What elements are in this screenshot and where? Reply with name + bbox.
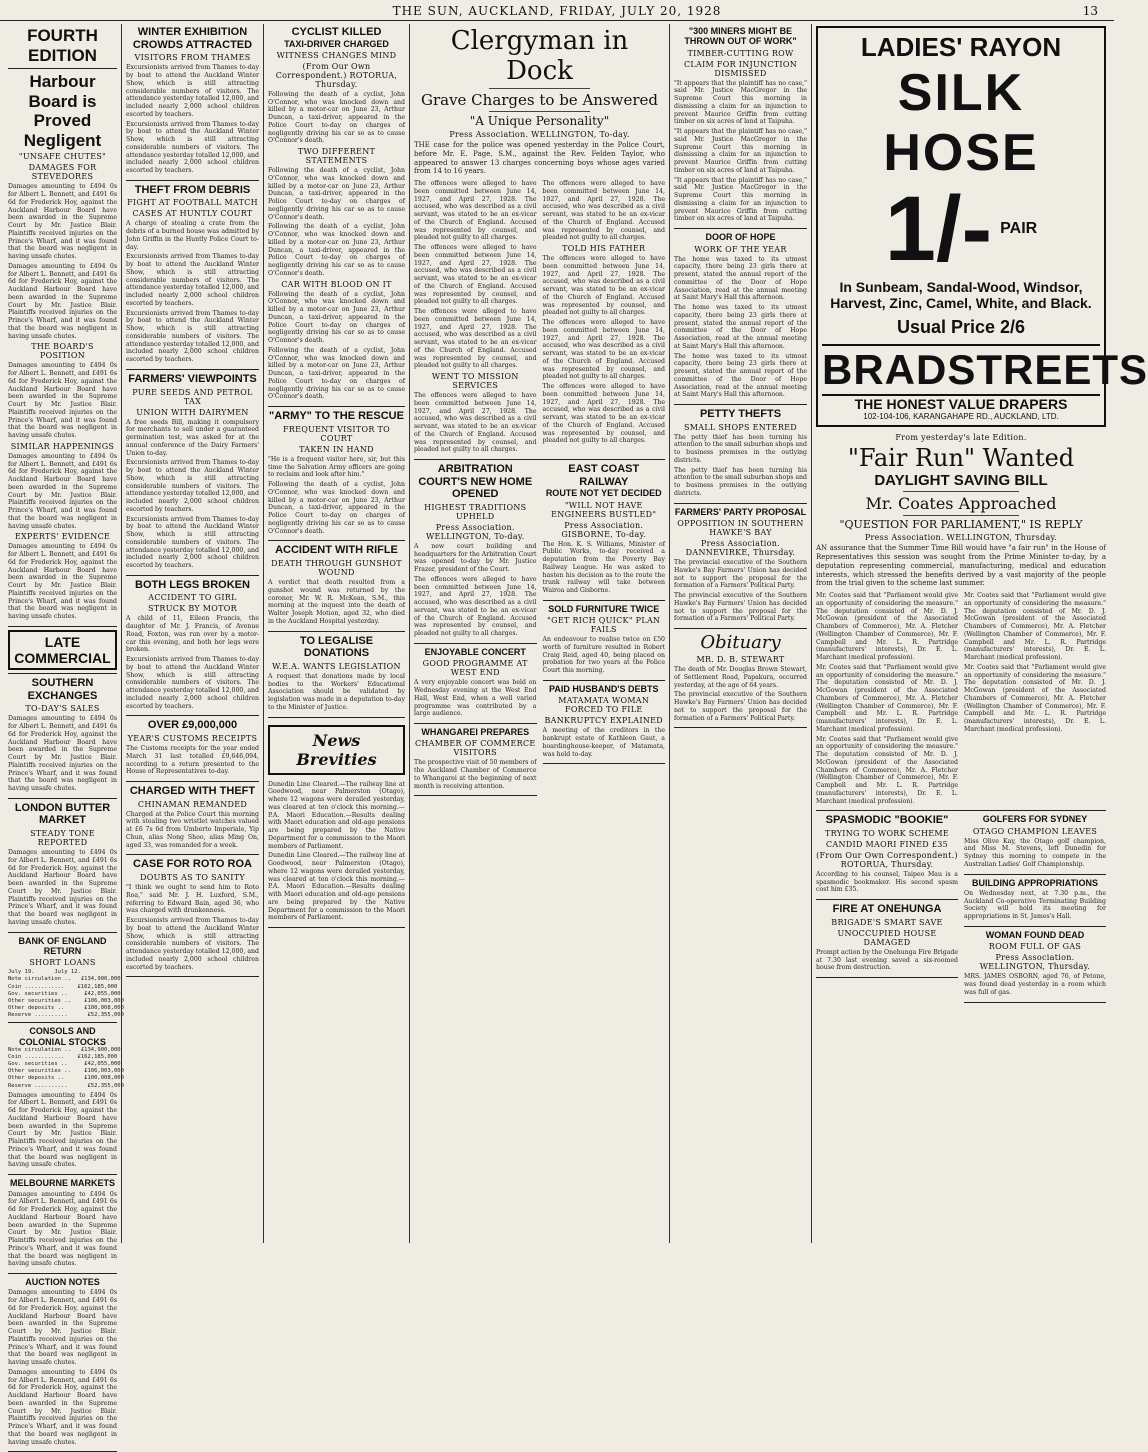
- headline: WINTER EXHIBITION: [137, 26, 248, 38]
- article-customs: [126, 719, 259, 782]
- article-body: A request that donations made by local bodies to the Workers' Educational Association should be validated by legislation was made in a deputation to-day to the Minister of Justice.: [268, 672, 405, 711]
- dateline: Press Association. WELLINGTON, To-day.: [425, 522, 525, 541]
- headline: GOLFERS FOR SYDNEY: [982, 814, 1088, 825]
- headline: News Brevities: [268, 725, 405, 775]
- headline: CASE FOR ROTO ROA: [133, 858, 252, 871]
- subhead: CANDID MAORI FINED £35: [825, 839, 949, 849]
- headline: SOUTHERN EXCHANGES: [27, 676, 98, 702]
- article-body: "He is a frequent visitor here, sir, but this time the Salvation Army officers are going to reclaim and look after him.": [268, 455, 405, 479]
- headline: THEFT FROM DEBRIS: [134, 183, 251, 196]
- headline: BUILDING APPROPRIATIONS: [971, 877, 1098, 888]
- headline: "Fair Run" Wanted: [847, 444, 1075, 472]
- article-army: [268, 410, 405, 541]
- subhead: "WILL NOT HAVE ENGINEERS BUSTLED": [551, 500, 657, 519]
- article-body: The provincial executive of the Southern Hawke's Bay Farmers' Union has decided not to support the proposal for the formation of a Farmers' Political Party.: [674, 592, 807, 623]
- subhead: SHORT LOANS: [29, 958, 96, 968]
- subhead: CROWDS ATTRACTED: [132, 38, 253, 51]
- article-body: A new court building and headquarters for the Arbitration Court was opened to-day by Mr. Justice Frazer, president of the Court.: [414, 542, 537, 574]
- article-exchanges: [8, 677, 117, 799]
- subhead: PURE SEEDS AND PETROL TAX: [132, 387, 253, 406]
- article-body: Mr. Coates said that "Parliament would give an opportunity of considering the measure." The deputation consisted of Mr. D. J. McGowan (president of the Associated Chambers of Commerce), Mr. A. Fletcher (Wellington Chamber of Commerce), Mr. F. Campbell and Mr. L. R. Partridge (manufacturers' interests), Dr. E. L. Marchant (medical profession).: [816, 592, 958, 661]
- subhead: "A Unique Personality": [469, 114, 610, 128]
- subhead: "QUESTION FOR PARLIAMENT," IS REPLY: [839, 518, 1083, 532]
- subhead: GOOD PROGRAMME AT WEST END: [422, 659, 528, 678]
- article-melbourne: [8, 1178, 117, 1274]
- article-body: The provincial executive of the Southern Hawke's Bay Farmers' Union has decided not to support the proposal for the formation of a Farmers' Political Party.: [674, 691, 807, 722]
- article-body: The provincial executive of the Southern Hawke's Bay Farmers' Union has decided not to support the proposal for the formation of a Farmers' Political Party.: [674, 559, 807, 590]
- article-body: Dunedin Line Cleared.—The railway line at Goodwood, near Palmerston (Otago), where 12 wagons were derailed yesterday, was cleared at ten o'clock this morning.—P.A. Maori Education.—Results dealing with Maori education and old-age pensions are being prepared by the Native Department for a commission to the Maori members of Parliament.: [268, 780, 405, 850]
- subhead: BRIGADE'S SMART SAVE: [831, 917, 943, 927]
- subhead: SMALL SHOPS ENTERED: [683, 422, 798, 432]
- headline: "ARMY" TO THE RESCUE: [269, 410, 404, 423]
- dateline: Press Association. GISBORNE, To-day.: [561, 520, 647, 539]
- article-furniture: [543, 604, 666, 681]
- ad-line-2: SILK HOSE: [883, 64, 1039, 182]
- subhead: "GET RICH QUICK" PLAN FAILS: [547, 616, 661, 635]
- masthead-title: THE SUN, AUCKLAND, FRIDAY, JULY 20, 1928: [392, 4, 722, 18]
- headline: MELBOURNE MARKETS: [10, 1178, 115, 1189]
- article-body: Following the death of a cyclist, John O'Connor, who was knocked down and killed by a motor-car on June 23, Arthur Duncan, a taxi-driver, appeared in the Police Court to-day on charges of negligently driving his car so as to cause O'Connor's death.: [268, 167, 405, 221]
- article-body: The offences were alleged to have been committed between June 14, 1927, and April 27, 1928. The accused, who was described as a civil servant, was stated to be an ex-vicar of the Church of England. Accused was represented by counsel, and pleaded not guilty to all charges.: [542, 383, 665, 445]
- headline: BOTH LEGS BROKEN: [135, 578, 250, 591]
- data-table: Note circulation .. £134,900,000 Coin ............ £162,185,000 Gov. securities .. £42,055,000 Other securities .. £106,003,000 Other deposits .. £100,008,000 Reserve .......... £52,355,000: [8, 976, 124, 1019]
- subhead: Mr. Coates Approached: [865, 494, 1057, 514]
- ad-usual-price: Usual Price 2/6: [896, 317, 1026, 337]
- headline: SPASMODIC "BOOKIE": [825, 814, 949, 827]
- article-railway: [543, 463, 666, 601]
- dateline: (From Our Own Correspondent.) ROTORUA, Thursday.: [275, 61, 398, 89]
- article-body: The Hon. K. S. Williams, Minister of Public Works, to-day received a deputation from the Poverty Bay Railway League. He was asked to hasten his decision as to the route the trunk railway will take between Wairoa and Gisborne.: [542, 540, 665, 595]
- article-body: A charge of stealing a crate from the debris of a burned house was admitted by John Griffin in the Huntly Police Court to-day.: [126, 220, 259, 251]
- headline: Harbour Board is Proved Negligent: [23, 72, 102, 150]
- headline: ENJOYABLE CONCERT: [424, 646, 526, 657]
- article-body: "I think we ought to send him to Roto Roa," said Mr. J. H. Luxford, S.M., referring to Edward Bain, aged 36, who was charged with drunkenness.: [126, 884, 259, 915]
- subhead: CLAIM FOR INJUNCTION DISMISSED: [683, 59, 798, 78]
- headline: AUCTION NOTES: [25, 1277, 100, 1288]
- article-door-of-hope: [674, 232, 807, 405]
- subhead: DOUBTS AS TO SANITY: [140, 873, 245, 883]
- column-5: [670, 24, 812, 1243]
- article-woman-found-dead: [964, 930, 1106, 1003]
- dateline: Press Association. WELLINGTON, Thursday.: [864, 533, 1058, 543]
- subhead: CAR WITH BLOOD ON IT: [281, 279, 392, 289]
- headline: CONSOLS AND COLONIAL STOCKS: [19, 1026, 106, 1047]
- article-body: Mr. Coates said that "Parliament would give an opportunity of considering the measure." The deputation consisted of Mr. D. J. McGowan (president of the Associated Chambers of Commerce), Mr. A. Fletcher (Wellington Chamber of Commerce), Mr. F. Campbell and Mr. L. R. Partridge (manufacturers' interests), Dr. E. L. Marchant (medical profession).: [964, 663, 1106, 733]
- ad-unit: PAIR: [1000, 220, 1038, 237]
- headline: BANK OF ENGLAND RETURN: [18, 935, 107, 956]
- headline: PAID HUSBAND'S DEBTS: [549, 683, 659, 694]
- subhead: MATAMATA WOMAN FORCED TO FILE: [558, 696, 650, 715]
- article-winter: [126, 26, 259, 181]
- article-building: [964, 878, 1106, 927]
- subhead: WENT TO MISSION SERVICES: [431, 372, 519, 390]
- subhead: WITNESS CHANGES MIND: [276, 50, 397, 60]
- article-body: Mr. Coates said that "Parliament would give an opportunity of considering the measure." The deputation consisted of Mr. D. J. McGowan (president of the Associated Chambers of Commerce), Mr. A. Fletcher (Wellington Chamber of Commerce), Mr. F. Campbell and Mr. L. R. Partridge (manufacturers' interests), Dr. E. L. Marchant (medical profession).: [816, 663, 958, 733]
- article-body: Following the death of a cyclist, John O'Connor, who was knocked down and killed by a motor-car on June 23, Arthur Duncan, a taxi-driver, appeared in the Police Court to-day on charges of negligently driving his car so as to cause O'Connor's death.: [268, 290, 405, 345]
- headline: DOOR OF HOPE: [705, 232, 776, 243]
- article-farmers: [126, 373, 259, 576]
- article-body: Damages amounting to £494 0s for Albert L. Bennett, and £491 6s 6d for Frederick Hoy, against the Auckland Harbour Board have been awarded in the Supreme Court by Mr. Justice Blair. Plaintiffs received injuries on the Prince's Wharf, and it was found that the board was negligent in having unsafe chutes.: [8, 715, 117, 792]
- article-body: "It appears that the plaintiff has no case," said Mr. Justice MacGregor in the Supreme Court this morning in dismissing a claim for an injunction to prevent Maurice Griffin from cutting timber on six acres of land at Taipuha.: [674, 79, 807, 126]
- article-concert: [414, 647, 537, 724]
- column-3: [264, 24, 410, 1243]
- dateline: Press Association. WELLINGTON, Thursday.: [979, 953, 1091, 972]
- article-body: The home was taxed to its utmost capacity, there being 23 girls there at present, stated the annual report of the committee of the Door of Hope Association, read at the annual meeting at Saint Mary's Hall this afternoon.: [674, 255, 807, 302]
- article-body: The offences were alleged to have been committed between June 14, 1927, and April 27, 1928. The accused, who was described as a civil servant, was stated to be an ex-vicar of the Church of England. Accused was represented by counsel, and pleaded not guilty to all charges.: [542, 319, 665, 381]
- article-body: MRS. JAMES OSBORN, aged 76, of Petone, was found dead yesterday in a room which was full of gas.: [964, 973, 1106, 996]
- article-body: The death of Mr. Douglas Brown Stewart, of Settlement Road, Papakura, occurred yesterday, at the age of 64 years.: [674, 666, 807, 689]
- article-legs-broken: [126, 579, 259, 717]
- section-label: LATE COMMERCIAL: [8, 630, 117, 670]
- headline: TO LEGALISE DONATIONS: [299, 634, 374, 660]
- article-body: The offences were alleged to have been committed between June 14, 1927, and April 27, 1928. The accused, who was described as a civil servant, was stated to be an ex-vicar of the Church of England. Accused was represented by counsel, and pleaded not guilty to all charges.: [414, 180, 537, 242]
- article-body: The offences were alleged to have been committed between June 14, 1927, and April 27, 1928. The accused, who was described as a civil servant, was stated to be an ex-vicar of the Church of England. Accused was represented by counsel, and pleaded not guilty to all charges.: [414, 575, 537, 638]
- article-debts: [543, 684, 666, 764]
- dateline: Press Association. WELLINGTON, To-day.: [449, 130, 630, 139]
- advertisement-silk-hose: [816, 26, 1148, 427]
- headline: FARMERS' PARTY PROPOSAL: [674, 506, 807, 517]
- subhead: FREQUENT VISITOR TO COURT: [282, 424, 391, 443]
- article-body: A very enjoyable concert was held on Wednesday evening at the West End Hall, West End, when a well varied programme was contributed by a large audience.: [414, 679, 537, 718]
- article-miners: [674, 26, 807, 229]
- article-legalise: [268, 635, 405, 718]
- article-body: Excursionists arrived from Thames to-day by boat to attend the Auckland Winter Show, which is still attracting considerable numbers of visitors. The attendance yesterday totalled 12,000, and included nearly 2,000 school children escorted by teachers.: [126, 253, 259, 307]
- article-body: Prompt action by the Onehunga Fire Brigade at 7.30 last evening saved a six-roomed house from destruction.: [816, 948, 958, 972]
- article-body: According to his counsel, Taipeo Mau is a spasmodic bookmaker. His second spasm cost him £35.: [816, 870, 958, 894]
- headline: WOMAN FOUND DEAD: [985, 929, 1085, 940]
- headline: Obituary: [700, 632, 781, 654]
- headline: FARMERS' VIEWPOINTS: [128, 372, 257, 385]
- article-body: Damages amounting to £494 0s for Albert L. Bennett, and £491 6s 6d for Frederick Hoy, against the Auckland Harbour Board have been awarded in the Supreme Court by Mr. Justice Blair. Plaintiffs received injuries on the Prince's Wharf, and it was found that the board was negligent in having unsafe chutes.: [8, 543, 117, 621]
- headline: Clergyman in Dock: [450, 26, 629, 86]
- article-auction: [8, 1277, 117, 1452]
- article-body: Damages amounting to £494 0s for Albert L. Bennett, and £491 6s 6d for Frederick Hoy, against the Auckland Harbour Board have been awarded in the Supreme Court by Mr. Justice Blair. Plaintiffs received injuries on the Prince's Wharf, and it was found that the board was negligent in having unsafe chutes.: [8, 1289, 117, 1367]
- data-table: Note circulation .. £134,900,000 Coin ............ £162,185,000 Gov. securities .. £42,055,000 Other securities .. £106,003,000 Other deposits .. £100,008,000 Reserve .......... £52,355,000: [8, 1046, 124, 1089]
- headline: CHARGED WITH THEFT: [129, 785, 256, 798]
- subhead: TIMBER-CUTTING ROW: [687, 48, 794, 58]
- ad-address: 102-104-106, KARANGAHAPE RD., AUCKLAND, LTD.: [863, 412, 1059, 421]
- subhead: TAXI-DRIVER CHARGED: [284, 38, 389, 49]
- dateline: Press Association. DANNEVIRKE, Thursday.: [685, 539, 796, 558]
- article-obituary: [674, 632, 807, 728]
- article-body: Charged at the Police Court this morning with stealing two wristlet watches valued at £6 7s 6d from Umberto Imperiale, Yip Chun, alias Nong Shoo, alias Ming On, aged 33, was remanded for a week.: [126, 810, 259, 849]
- column-6: [812, 24, 1148, 1243]
- article-body: Miss Olive Kay, the Otago golf champion, and Miss M. Stevens, left Dunedin for Sydney this morning to compete in the Australian Ladies' Golf Championship.: [964, 837, 1106, 868]
- subhead: EXPERTS' EVIDENCE: [14, 532, 111, 542]
- article-theft-debris: [126, 184, 259, 370]
- subhead: SIMILAR HAPPENINGS: [10, 441, 115, 451]
- article-body: AN assurance that the Summer Time Bill would have "a fair run" in the House of Representatives this session was sought from the Prime Minister to-day, by a deputation representing commercial, manufacturing, medical and education interests, which stressed the benefits derived by a vast majority of the people from the trial given to the scheme last summer.: [816, 544, 1106, 588]
- subhead: TWO DIFFERENT STATEMENTS: [297, 147, 376, 166]
- subhead: OTAGO CHAMPION LEAVES: [972, 826, 1098, 836]
- headline: ACCIDENT WITH RIFLE: [275, 544, 398, 557]
- article-cyclist: [268, 26, 405, 407]
- headline: CYCLIST KILLED: [291, 26, 382, 38]
- table-header: July 19. July 12.: [8, 969, 81, 976]
- article-roto-roa: [126, 858, 259, 977]
- headline: "300 MINERS MIGHT BE THROWN OUT OF WORK": [684, 26, 797, 47]
- article-body: Damages amounting to £494 0s for Albert L. Bennett, and £491 6s 6d for Frederick Hoy, against the Auckland Harbour Board have been awarded in the Supreme Court by Mr. Justice Blair. Plaintiffs received injuries on the Prince's Wharf, and it was found that the board was negligent in having unsafe chutes.: [8, 262, 117, 340]
- article-body: An endeavour to realise twice on £50 worth of furniture resulted in Robert Craig Reid, aged 40, being placed on probation for two years at the Police Court this morning.: [542, 636, 665, 675]
- headline: LONDON BUTTER MARKET: [14, 801, 111, 827]
- article-brevities: [268, 721, 405, 929]
- article-body: Damages amounting to £494 0s for Albert L. Bennett, and £491 6s 6d for Frederick Hoy, against the Auckland Harbour Board have been awarded in the Supreme Court by Mr. Justice Blair. Plaintiffs received injuries on the Prince's Wharf, and it was found that the board was negligent in having unsafe chutes.: [8, 1091, 117, 1169]
- article-butter: [8, 802, 117, 933]
- article-body: Damages amounting to £494 0s for Albert L. Bennett, and £491 6s 6d for Frederick Hoy, against the Auckland Harbour Board have been awarded in the Supreme Court by Mr. Justice Blair. Plaintiffs received injuries on the Prince's Wharf, and it was found that the board was negligent in having unsafe chutes.: [8, 362, 117, 440]
- subhead: STEADY TONE REPORTED: [30, 829, 95, 848]
- edition-note: From yesterday's late Edition.: [895, 433, 1027, 442]
- article-body: Damages amounting to £494 0s for Albert L. Bennett, and £491 6s 6d for Frederick Hoy, against the Auckland Harbour Board have been awarded in the Supreme Court by Mr. Justice Blair. Plaintiffs received injuries on the Prince's Wharf, and it was found that the board was negligent in having unsafe chutes.: [8, 452, 117, 530]
- article-body: Mr. Coates said that "Parliament would give an opportunity of considering the measure." The deputation consisted of Mr. D. J. McGowan (president of the Associated Chambers of Commerce), Mr. A. Fletcher (Wellington Chamber of Commerce), Mr. F. Campbell and Mr. L. R. Partridge (manufacturers' interests), Dr. E. L. Marchant (medical profession).: [816, 735, 958, 805]
- subhead: VISITORS FROM THAMES: [134, 53, 251, 63]
- headline: PETTY THEFTS: [699, 408, 782, 421]
- article-body: The home was taxed to its utmost capacity, there being 23 girls there at present, stated the annual report of the committee of the Door of Hope Association, read at the annual meeting at Saint Mary's Hall this afternoon.: [674, 352, 807, 399]
- ad-brand: BRADSTREETS: [822, 344, 1100, 396]
- headline: OVER £9,000,000: [147, 719, 238, 732]
- article-body: Excursionists arrived from Thames to-day by boat to attend the Auckland Winter Show, which is still attracting considerable numbers of visitors. The attendance yesterday totalled 12,000, and included nearly 2,000 school children escorted by teachers.: [126, 64, 259, 118]
- masthead: [0, 4, 1114, 21]
- article-petty-thefts: [674, 408, 807, 504]
- edition-label: FOURTH EDITION: [27, 26, 98, 65]
- ad-slogan: THE HONEST VALUE DRAPERS: [854, 396, 1068, 412]
- article-body: Excursionists arrived from Thames to-day by boat to attend the Auckland Winter Show, which is still attracting considerable numbers of visitors. The attendance yesterday totalled 12,000, and included nearly 2,000 school children escorted by teachers.: [126, 309, 259, 364]
- article-body: Excursionists arrived from Thames to-day by boat to attend the Auckland Winter Show, which is still attracting considerable numbers of visitors. The attendance yesterday totalled 12,000, and included nearly 2,000 school children escorted by teachers.: [126, 515, 259, 570]
- article-farmers-party: [674, 507, 807, 629]
- article-body: The petty thief has been turning his attention to the small suburban shops and to business premises in the outlying districts.: [674, 433, 807, 464]
- headline: EAST COAST RAILWAY: [568, 463, 640, 488]
- article-body: The Customs receipts for the year ended March 31 last totalled £9,646,094, according to a return presented to the House of Representatives to-day.: [126, 745, 259, 776]
- article-body: Damages amounting to £494 0s for Albert L. Bennett, and £491 6s 6d for Frederick Hoy, against the Auckland Harbour Board have been awarded in the Supreme Court by Mr. Justice Blair. Plaintiffs received injuries on the Prince's Wharf, and it was found that the board was negligent in having unsafe chutes.: [8, 183, 117, 261]
- subhead: TOLD HIS FATHER: [562, 244, 646, 253]
- article-clergyman: [414, 26, 665, 460]
- subhead: TO-DAY'S SALES: [25, 704, 100, 714]
- article-charged-theft: [126, 785, 259, 855]
- article-body: Mr. Coates said that "Parliament would give an opportunity of considering the measure." The deputation consisted of Mr. D. J. McGowan (president of the Associated Chambers of Commerce), Mr. A. Fletcher (Wellington Chamber of Commerce), Mr. F. Campbell and Mr. L. R. Partridge (manufacturers' interests), Dr. E. L. Marchant (medical profession).: [964, 592, 1106, 661]
- subhead: THE BOARD'S POSITION: [31, 342, 94, 361]
- article-fair-run: [816, 444, 1106, 811]
- article-body: The offences were alleged to have been committed between June 14, 1927, and April 27, 1928. The accused, who was described as a civil servant, was stated to be an ex-vicar of the Church of England. Accused was represented by counsel, and pleaded not guilty to all charges.: [414, 244, 537, 306]
- article-body: Following the death of a cyclist, John O'Connor, who was knocked down and killed by a motor-car on June 23, Arthur Duncan, a taxi-driver, appeared in the Police Court to-day on charges of negligently driving his car so as to cause O'Connor's death.: [268, 346, 405, 401]
- article-body: Damages amounting to £494 0s for Albert L. Bennett, and £491 6s 6d for Frederick Hoy, against the Auckland Harbour Board have been awarded in the Supreme Court by Mr. Justice Blair. Plaintiffs received injuries on the Prince's Wharf, and it was found that the board was negligent in having unsafe chutes.: [8, 849, 117, 926]
- subhead: CHAMBER OF COMMERCE VISITORS: [414, 739, 536, 758]
- subhead: DEATH THROUGH GUNSHOT WOUND: [271, 559, 402, 578]
- article-bank: [8, 935, 124, 1024]
- article-rifle: [268, 544, 405, 631]
- article-whangarei: [414, 727, 537, 796]
- article-body: A meeting of the creditors in the bankrupt estate of Kathleen Gaut, a boardinghouse-keeper, of Matamata, was held to-day.: [542, 727, 665, 758]
- article-body: A child of 11, Eileen Francis, the daughter of Mr. J. Francis, of Avenue Road, Foxton, was run over by a motor-car this evening, and both her legs were broken.: [126, 615, 259, 654]
- ad-line-1: LADIES' RAYON: [860, 32, 1062, 62]
- dateline: (From Our Own Correspondent.) ROTORUA, Thursday.: [816, 850, 958, 869]
- subhead: STRUCK BY MOTOR: [148, 604, 237, 614]
- article-body: A verdict that death resulted from a gunshot wound was returned by the coroner, Mr. W. R. McKean, S.M., this morning at the inquest into the death of Walter Joseph Motion, aged 32, who died in the Auckland Hospital yesterday.: [268, 579, 405, 625]
- subhead: ROUTE NOT YET DECIDED: [545, 488, 662, 499]
- column-1: [4, 24, 124, 1446]
- subhead: DAYLIGHT SAVING BILL: [874, 472, 1048, 489]
- subhead: HIGHEST TRADITIONS UPHELD: [424, 502, 527, 521]
- article-bookie: [816, 814, 958, 900]
- subhead: CASES AT HUNTLY COURT: [132, 209, 253, 219]
- article-golfers: [964, 814, 1106, 874]
- column-2: [122, 24, 264, 1243]
- article-body: Following the death of a cyclist, John O'Connor, who was knocked down and killed by a motor-car on June 23, Arthur Duncan, a taxi-driver, appeared in the Police Court to-day on charges of negligently driving his car so as to cause O'Connor's death.: [268, 481, 405, 535]
- article-body: On Wednesday next, at 7.30 p.m., the Auckland Co-operative Terminating Building Society will hold its meeting for appropriations in St. James's Hall.: [964, 889, 1106, 921]
- headline: FIRE AT ONEHUNGA: [832, 903, 942, 916]
- article-body: Excursionists arrived from Thames to-day by boat to attend the Auckland Winter Show, which is still attracting considerable numbers of visitors. The attendance yesterday totalled 12,000, and included nearly 2,000 school children escorted by teachers.: [126, 917, 259, 971]
- article-body: Following the death of a cyclist, John O'Connor, who was knocked down and killed by a motor-car on June 23, Arthur Duncan, a taxi-driver, appeared in the Police Court to-day on charges of negligently driving his car so as to cause O'Connor's death.: [268, 90, 405, 145]
- article-body: Excursionists arrived from Thames to-day by boat to attend the Auckland Winter Show, which is still attracting considerable numbers of visitors. The attendance yesterday totalled 12,000, and included nearly 2,000 school children escorted by teachers.: [126, 459, 259, 513]
- article-body: The offences were alleged to have been committed between June 14, 1927, and April 27, 1928. The accused, who was described as a civil servant, was stated to be an ex-vicar of the Church of England. Accused was represented by counsel, and pleaded not guilty to all charges.: [414, 308, 537, 370]
- subhead: FIGHT AT FOOTBALL MATCH: [127, 198, 258, 208]
- headline: WHANGAREI PREPARES: [421, 727, 530, 738]
- subhead: TRYING TO WORK SCHEME: [825, 828, 949, 838]
- headline: ARBITRATION COURT'S NEW HOME OPENED: [418, 463, 533, 501]
- article-body: Dunedin Line Cleared.—The railway line at Goodwood, near Palmerston (Otago), where 12 wagons were derailed yesterday, was cleared at ten o'clock this morning.—P.A. Maori Education.—Results dealing with Maori education and old-age pensions are being prepared by the Native Department for a commission to the Maori members of Parliament.: [268, 852, 405, 922]
- ad-description: In Sunbeam, Sandal-Wood, Windsor, Harvest, Zinc, Camel, White, and Black.: [830, 279, 1092, 311]
- subhead: YEAR'S CUSTOMS RECEIPTS: [127, 734, 258, 744]
- article-body: The prospective visit of 50 members of the Auckland Chamber of Commerce to Whangarei at the beginning of next month is receiving attention.: [414, 759, 537, 790]
- column-4: [410, 24, 670, 1243]
- subhead: CHINAMAN REMANDED: [137, 799, 248, 809]
- article-body: "It appears that the plaintiff has no case," said Mr. Justice MacGregor in the Supreme Court this morning in dismissing a claim for an injunction to prevent Maurice Griffin from cutting timber on six acres of land at Taipuha.: [674, 128, 807, 174]
- ad-price: 1/-: [884, 178, 993, 280]
- article-body: The offences were alleged to have been committed between June 14, 1927, and April 27, 1928. The accused, who was described as a civil servant, was stated to be an ex-vicar of the Church of England. Accused was represented by counsel, and pleaded not guilty to all charges.: [542, 255, 665, 317]
- article-consols: [8, 1026, 124, 1175]
- article-body: Following the death of a cyclist, John O'Connor, who was knocked down and killed by a motor-car on June 23, Arthur Duncan, a taxi-driver, appeared in the Police Court to-day on charges of negligently driving his car so as to cause O'Connor's death.: [268, 223, 405, 277]
- article-body: A free seeds Bill, making it compulsory for merchants to sell under a guaranteed germination test, was asked for at the annual conference of the Dairy Farmers' Union to-day.: [126, 418, 259, 457]
- article-body: The petty thief has been turning his attention to the small suburban shops and to business premises in the outlying districts.: [674, 466, 807, 497]
- subhead: W.E.A. WANTS LEGISLATION: [272, 661, 401, 671]
- article-body: Damages amounting to £494 0s for Albert L. Bennett, and £491 6s 6d for Frederick Hoy, against the Auckland Harbour Board have been awarded in the Supreme Court by Mr. Justice Blair. Plaintiffs received injuries on the Prince's Wharf, and it was found that the board was negligent in having unsafe chutes.: [8, 1190, 117, 1268]
- subhead: UNION WITH DAIRYMEN: [136, 407, 249, 417]
- headline: SOLD FURNITURE TWICE: [548, 603, 660, 614]
- article-body: Excursionists arrived from Thames to-day by boat to attend the Auckland Winter Show, which is still attracting considerable numbers of visitors. The attendance yesterday totalled 12,000, and included nearly 2,000 school children escorted by teachers.: [126, 656, 259, 710]
- subhead: WORK OF THE YEAR: [694, 244, 787, 254]
- article-arbitration: [414, 463, 537, 644]
- article-body: Excursionists arrived from Thames to-day by boat to attend the Auckland Winter Show, which is still attracting considerable numbers of visitors. The attendance yesterday totalled 12,000, and included nearly 2,000 school children escorted by teachers.: [126, 120, 259, 175]
- page-number: 13: [1082, 4, 1098, 18]
- article-body: Damages amounting to £494 0s for Albert L. Bennett, and £491 6s 6d for Frederick Hoy, against the Auckland Harbour Board have been awarded in the Supreme Court by Mr. Justice Blair. Plaintiffs received injuries on the Prince's Wharf, and it was found that the board was negligent in having unsafe chutes.: [8, 1368, 117, 1446]
- article-body: "It appears that the plaintiff has no case," said Mr. Justice MacGregor in the Supreme Court this morning in dismissing a claim for an injunction to prevent Maurice Griffin from cutting timber on six acres of land at Taipuha.: [674, 176, 807, 223]
- subhead: Grave Charges to be Answered: [420, 91, 659, 109]
- article-body: The offences were alleged to have been committed between June 14, 1927, and April 27, 1928. The accused, who was described as a civil servant, was stated to be an ex-vicar of the Church of England. Accused was represented by counsel, and pleaded not guilty to all charges.: [414, 392, 537, 454]
- subhead: "UNSAFE CHUTES": [18, 152, 107, 162]
- subhead: TAKEN IN HAND: [299, 444, 374, 454]
- subhead: UNOCCUPIED HOUSE DAMAGED: [837, 928, 937, 947]
- subhead: DAMAGES FOR STEVEDORES: [28, 163, 97, 182]
- subhead: BANKRUPTCY EXPLAINED: [544, 716, 663, 726]
- article-body: THE case for the police was opened yesterday in the Police Court, before Mr. E. Page, S.M., against the Rev. Felden Taylor, who appeared to answer 13 charges concerning boys whose ages varied from 14 to 16 years.: [414, 141, 665, 176]
- subhead: OPPOSITION IN SOUTHERN HAWKE'S BAY: [677, 519, 804, 538]
- subhead: ACCIDENT TO GIRL: [148, 593, 237, 603]
- subhead: MR. D. B. STEWART: [696, 655, 785, 665]
- article-harbour-board: [8, 72, 117, 627]
- article-body: The home was taxed to its utmost capacity, there being 23 girls there at present, stated the annual report of the committee of the Door of Hope Association, read at the annual meeting at Saint Mary's Hall this afternoon.: [674, 304, 807, 350]
- article-onehunga: [816, 903, 958, 978]
- subhead: ROOM FULL OF GAS: [988, 942, 1082, 952]
- article-body: The offences were alleged to have been committed between June 14, 1927, and April 27, 1928. The accused, who was described as a civil servant, was stated to be an ex-vicar of the Church of England. Accused was represented by counsel, and pleaded not guilty to all charges.: [542, 180, 665, 242]
